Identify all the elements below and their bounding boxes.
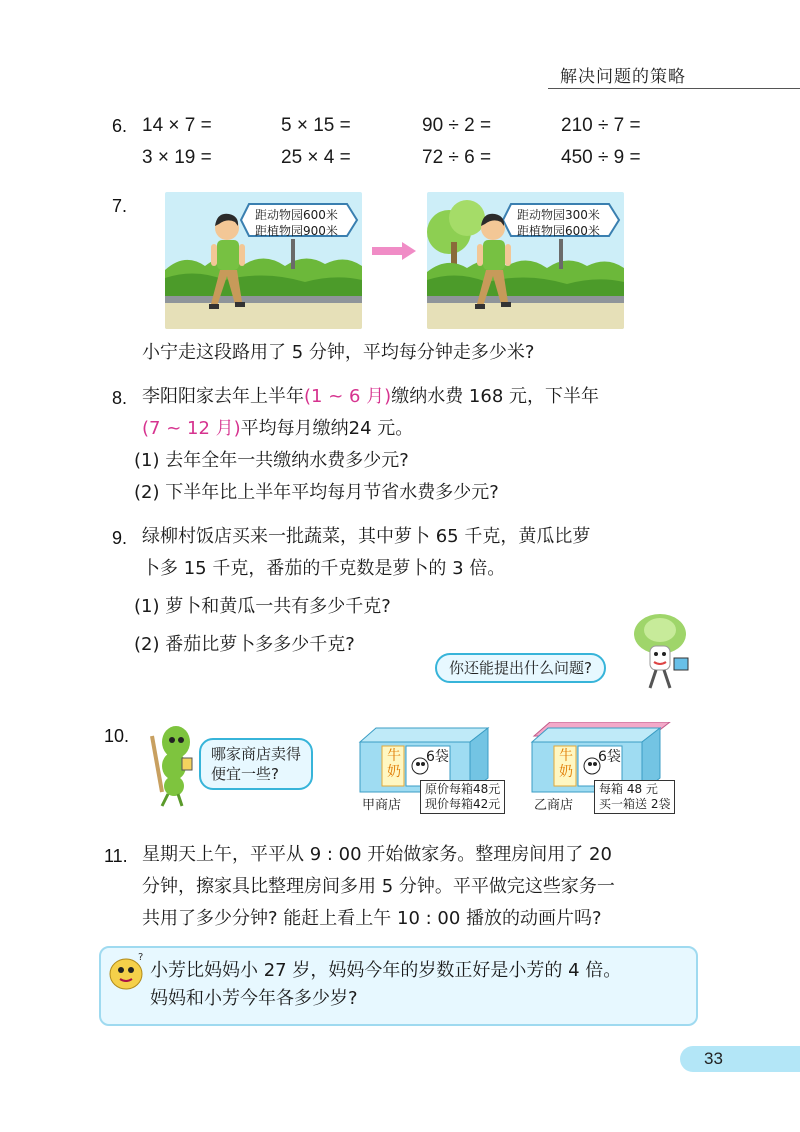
q6-cell: 25 × 4 =: [281, 147, 351, 168]
shop-a-price-tag: [420, 780, 505, 814]
shop-a-milk-box: [358, 722, 520, 814]
walk-scene-end: [427, 192, 624, 329]
price-line: 原价每箱48元: [425, 782, 501, 796]
q11-line2: 分钟，擦家具比整理房间多用 5 分钟。平平做完这些家务一: [142, 876, 615, 897]
shop-b-price-tag: [594, 780, 675, 814]
q6-cell: 72 ÷ 6 =: [422, 147, 492, 168]
price-line: 现价每箱42元: [425, 797, 501, 811]
page-number: 33: [704, 1049, 723, 1068]
q8-line2: [142, 418, 413, 440]
q11-number: 11.: [104, 846, 128, 866]
q8-sub1: (1) 去年全年一共缴纳水费多少元?: [134, 450, 409, 471]
walk-scene-start: [165, 192, 362, 329]
shop-b-milk-box: [530, 722, 692, 814]
box-label-char: 牛: [387, 748, 401, 764]
sign-line: 距动物园600米: [255, 208, 338, 222]
pea-mascot-icon: [142, 722, 202, 812]
thinking-mascot-icon: [104, 950, 148, 998]
q8-highlight: (1 ~ 6 月): [304, 386, 392, 407]
sign-line: 距动物园300米: [517, 208, 600, 222]
q6-cell: 5 × 15 =: [281, 115, 351, 136]
box-label-char: 奶: [387, 764, 401, 780]
q9-bubble: 你还能提出什么问题?: [435, 653, 606, 683]
hint-line2: 妈妈和小芳今年各多少岁?: [150, 988, 358, 1009]
hint-line1: 小芳比妈妈小 27 岁，妈妈今年的岁数正好是小芳的 4 倍。: [150, 960, 622, 981]
shop-a-name: 甲商店: [362, 798, 402, 813]
q9-line2: 卜多 15 千克，番茄的千克数是萝卜的 3 倍。: [142, 558, 506, 579]
q6-cell: 90 ÷ 2 =: [422, 115, 492, 136]
q7-text: 小宁走这段路用了 5 分钟，平均每分钟走多少米?: [142, 342, 535, 363]
bag-count: 6袋: [598, 749, 621, 765]
sign-line: 距植物园600米: [517, 224, 600, 238]
q6-cell: 3 × 19 =: [142, 147, 212, 168]
q8-line1: [142, 386, 599, 408]
price-line: 买一箱送 2袋: [599, 797, 671, 811]
box-label: [559, 748, 573, 780]
q8-text: 李阳阳家去年上半年: [142, 386, 304, 407]
arrow-right-icon: [372, 242, 416, 264]
box-label-char: 牛: [559, 748, 573, 764]
q9-line1: 绿柳村饭店买来一批蔬菜，其中萝卜 65 千克，黄瓜比萝: [142, 526, 591, 547]
q6-cell: 210 ÷ 7 =: [561, 115, 641, 136]
q10-bubble: [199, 738, 313, 790]
q8-text: 平均每月缴纳24 元。: [240, 418, 414, 439]
q11-line3: 共用了多少分钟? 能赶上看上午 10 : 00 播放的动画片吗?: [142, 908, 602, 929]
q6-cell: 450 ÷ 9 =: [561, 147, 641, 168]
sign-line: 距植物园900米: [255, 224, 338, 238]
q11-line1: 星期天上午，平平从 9 : 00 开始做家务。整理房间用了 20: [142, 844, 612, 865]
q6-number: 6.: [112, 116, 128, 136]
svg-text:?: ?: [138, 952, 144, 963]
price-line: 每箱 48 元: [599, 782, 658, 796]
bubble-line: 哪家商店卖得: [211, 745, 302, 763]
q9-number: 9.: [112, 528, 128, 548]
cabbage-mascot-icon: [630, 612, 700, 698]
shop-b-name: 乙商店: [534, 798, 574, 813]
q7-number: 7.: [112, 196, 128, 216]
bag-count: 6袋: [426, 749, 449, 765]
q8-number: 8.: [112, 388, 128, 408]
q9-sub1: (1) 萝卜和黄瓜一共有多少千克?: [134, 596, 391, 617]
bubble-line: 便宜一些?: [211, 765, 279, 783]
q8-highlight: (7 ~ 12 月): [142, 418, 241, 439]
q6-cell: 14 × 7 =: [142, 115, 212, 136]
q10-number: 10.: [104, 726, 130, 746]
box-label-char: 奶: [559, 764, 573, 780]
header-rule: [548, 88, 800, 89]
q8-sub2: (2) 下半年比上半年平均每月节省水费多少元?: [134, 482, 499, 503]
hint-box: [99, 946, 698, 1026]
q9-sub2: (2) 番茄比萝卜多多少千克?: [134, 634, 355, 655]
section-title: 解决问题的策略: [560, 67, 686, 87]
q8-text: 缴纳水费 168 元，下半年: [391, 386, 600, 407]
box-label: [387, 748, 401, 780]
page-number-tab: [680, 1046, 800, 1072]
